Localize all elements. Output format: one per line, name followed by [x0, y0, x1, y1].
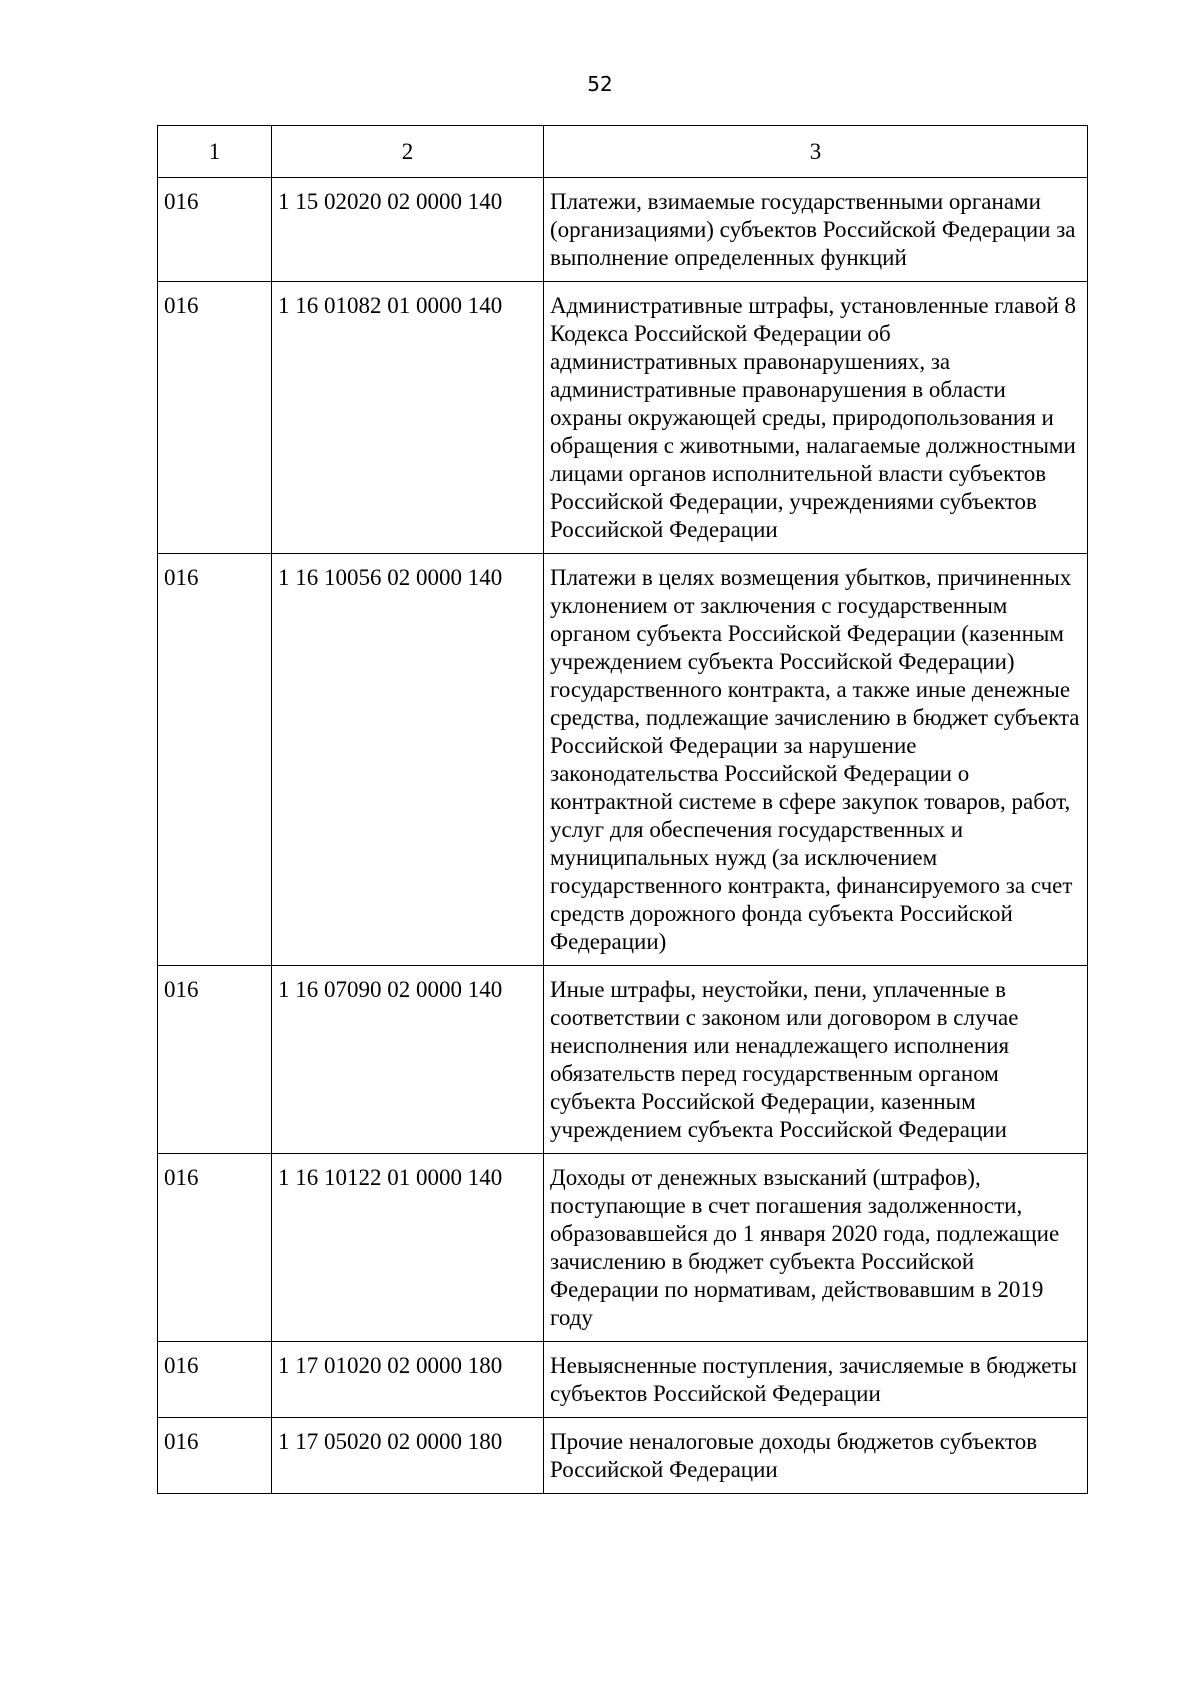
admin-code-cell: 016 [158, 1342, 272, 1418]
kbk-code-cell: 1 15 02020 02 0000 140 [272, 178, 544, 282]
table-row [158, 966, 1088, 1154]
column-header-3: 3 [544, 126, 1088, 178]
kbk-code-cell: 1 17 05020 02 0000 180 [272, 1418, 544, 1494]
table-row [158, 178, 1088, 282]
admin-code-cell: 016 [158, 966, 272, 1154]
column-header-2: 2 [272, 126, 544, 178]
admin-code-cell: 016 [158, 1154, 272, 1342]
column-header-1: 1 [158, 126, 272, 178]
kbk-code-cell: 1 16 10122 01 0000 140 [272, 1154, 544, 1342]
table-row [158, 1154, 1088, 1342]
kbk-code-cell: 1 16 07090 02 0000 140 [272, 966, 544, 1154]
kbk-code-cell: 1 16 01082 01 0000 140 [272, 282, 544, 554]
description-cell: Административные штрафы, установленные главой 8 Кодекса Российской Федерации об административных правонарушениях, за административные правонарушения в области охраны окружающей среды, природопользования и обращения с животными, налагаемые должностными лицами органов исполнительной власти субъектов Российской Федерации, учреждениями субъектов Российской Федерации [544, 282, 1088, 554]
admin-code-cell: 016 [158, 178, 272, 282]
admin-code-cell: 016 [158, 1418, 272, 1494]
budget-codes-table [157, 125, 1088, 1494]
description-cell: Иные штрафы, неустойки, пени, уплаченные в соответствии с законом или договором в случае неисполнения или ненадлежащего исполнения обязательств перед государственным органом субъекта Российской Федерации, казенным учреждением субъекта Российской Федерации [544, 966, 1088, 1154]
kbk-code-cell: 1 17 01020 02 0000 180 [272, 1342, 544, 1418]
table-row [158, 1342, 1088, 1418]
admin-code-cell: 016 [158, 554, 272, 966]
table-row [158, 282, 1088, 554]
description-cell: Прочие неналоговые доходы бюджетов субъектов Российской Федерации [544, 1418, 1088, 1494]
description-cell: Доходы от денежных взысканий (штрафов), поступающие в счет погашения задолженности, образовавшейся до 1 января 2020 года, подлежащие зачислению в бюджет субъекта Российской Федерации по нормативам, действовавшим в 2019 году [544, 1154, 1088, 1342]
description-cell: Платежи, взимаемые государственными органами (организациями) субъектов Российской Федерации за выполнение определенных функций [544, 178, 1088, 282]
page-number: 52 [587, 72, 613, 96]
table-row [158, 554, 1088, 966]
kbk-code-cell: 1 16 10056 02 0000 140 [272, 554, 544, 966]
description-cell: Невыясненные поступления, зачисляемые в бюджеты субъектов Российской Федерации [544, 1342, 1088, 1418]
table-header-row [158, 126, 1088, 178]
admin-code-cell: 016 [158, 282, 272, 554]
table-row [158, 1418, 1088, 1494]
description-cell: Платежи в целях возмещения убытков, причиненных уклонением от заключения с государственным органом субъекта Российской Федерации (казенным учреждением субъекта Российской Федерации) государственного контракта, а также иные денежные средства, подлежащие зачислению в бюджет субъекта Российской Федерации за нарушение законодательства Российской Федерации о контрактной системе в сфере закупок товаров, работ, услуг для обеспечения государственных и муниципальных нужд (за исключением государственного контракта, финансируемого за счет средств дорожного фонда субъекта Российской Федерации) [544, 554, 1088, 966]
